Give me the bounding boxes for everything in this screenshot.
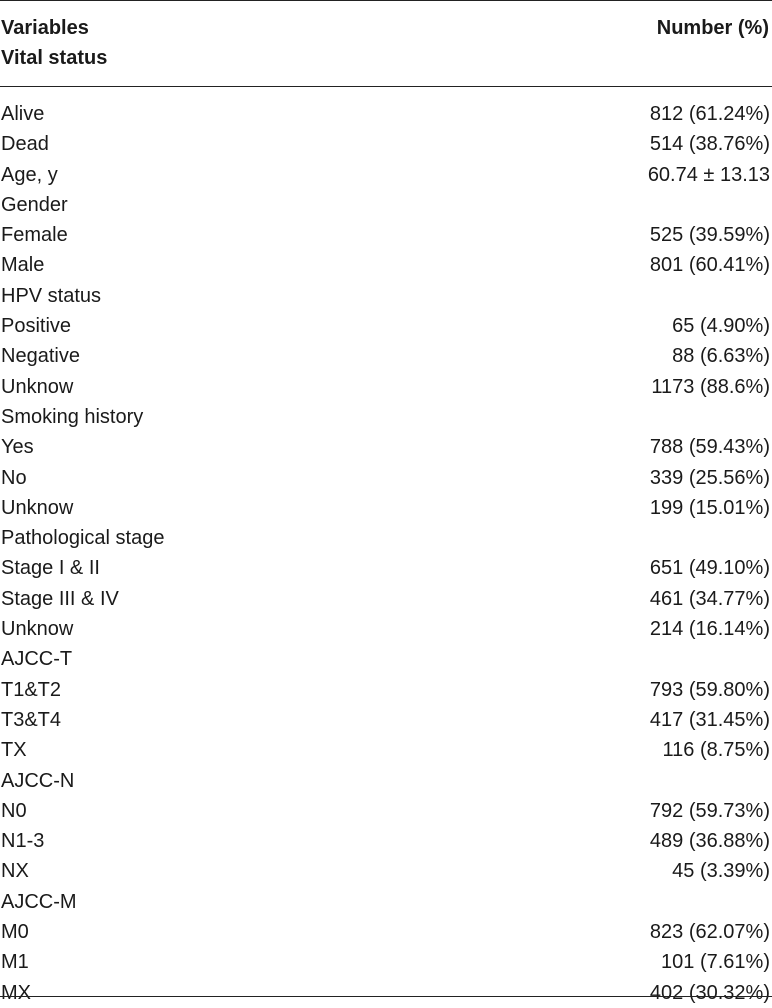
table-row bbox=[0, 553, 772, 583]
row-value: 60.74 ± 13.13 bbox=[647, 163, 770, 186]
row-label: Female bbox=[1, 224, 68, 247]
row-label: TX bbox=[1, 739, 27, 762]
table-row bbox=[0, 796, 772, 826]
table-row bbox=[0, 311, 772, 341]
row-label: AJCC-M bbox=[1, 890, 77, 913]
row-label: Pathological stage bbox=[1, 527, 165, 550]
row-label: N0 bbox=[1, 799, 27, 822]
row-value: 199 (15.01%) bbox=[649, 496, 770, 519]
table-row bbox=[0, 826, 772, 856]
table-row bbox=[0, 523, 772, 553]
table-row bbox=[0, 644, 772, 674]
table-row bbox=[0, 887, 772, 917]
row-label: Age, y bbox=[1, 163, 58, 186]
row-value: 417 (31.45%) bbox=[649, 708, 770, 731]
table-row bbox=[0, 493, 772, 523]
row-label: Yes bbox=[1, 436, 34, 459]
table-row bbox=[0, 99, 772, 129]
row-label: Stage I & II bbox=[1, 557, 100, 580]
row-value: 812 (61.24%) bbox=[649, 103, 770, 125]
table-row bbox=[0, 856, 772, 886]
row-label: Male bbox=[1, 254, 45, 277]
row-label: AJCC-T bbox=[1, 648, 73, 671]
row-label: T1&T2 bbox=[1, 678, 62, 701]
table-row bbox=[0, 220, 772, 250]
table-body bbox=[0, 99, 772, 1008]
table-row bbox=[0, 675, 772, 705]
row-label: No bbox=[1, 466, 27, 489]
header-number-percent: Number (%) bbox=[656, 17, 769, 39]
table-row bbox=[0, 978, 772, 1008]
header-variables: Variables bbox=[1, 17, 89, 39]
row-label: HPV status bbox=[1, 284, 102, 307]
table-top-rule bbox=[0, 0, 772, 1]
row-value: 65 (4.90%) bbox=[672, 315, 770, 338]
row-value: 823 (62.07%) bbox=[649, 921, 770, 944]
row-label: Positive bbox=[1, 315, 72, 338]
row-label: N1-3 bbox=[1, 830, 45, 853]
row-label: Smoking history bbox=[1, 405, 144, 428]
row-value: 339 (25.56%) bbox=[649, 466, 770, 489]
table-row bbox=[0, 735, 772, 765]
table-row bbox=[0, 160, 772, 190]
row-value: 1173 (88.6%) bbox=[651, 375, 770, 398]
table-row bbox=[0, 917, 772, 947]
row-value: 514 (38.76%) bbox=[649, 133, 770, 156]
row-value: 461 (34.77%) bbox=[649, 587, 770, 610]
row-label: MX bbox=[1, 981, 31, 1004]
row-label: Gender bbox=[1, 193, 68, 216]
table-row bbox=[0, 190, 772, 220]
row-label: Unknow bbox=[1, 618, 74, 641]
row-value: 88 (6.63%) bbox=[672, 345, 770, 368]
table-row bbox=[0, 341, 772, 371]
table-row bbox=[0, 281, 772, 311]
row-label: AJCC-N bbox=[1, 769, 75, 792]
table-row bbox=[0, 372, 772, 402]
row-label: Unknow bbox=[1, 375, 74, 398]
row-value: 402 (30.32%) bbox=[649, 981, 770, 1004]
row-value: 116 (8.75%) bbox=[662, 739, 770, 762]
table-row bbox=[0, 947, 772, 977]
row-value: 101 (7.61%) bbox=[661, 951, 770, 974]
row-value: 788 (59.43%) bbox=[649, 436, 770, 459]
row-label: T3&T4 bbox=[1, 708, 62, 731]
row-label: Unknow bbox=[1, 496, 74, 519]
row-value: 214 (16.14%) bbox=[649, 618, 770, 641]
table-row bbox=[0, 129, 772, 159]
table-row bbox=[0, 402, 772, 432]
row-value: 45 (3.39%) bbox=[672, 860, 770, 883]
table-row bbox=[0, 705, 772, 735]
row-label: Alive bbox=[1, 103, 45, 125]
header-left-column bbox=[1, 13, 107, 73]
row-value: 525 (39.59%) bbox=[649, 224, 770, 247]
row-label: Negative bbox=[1, 345, 80, 368]
row-value: 651 (49.10%) bbox=[649, 557, 770, 580]
row-label: M0 bbox=[1, 921, 29, 944]
row-value: 489 (36.88%) bbox=[649, 830, 770, 853]
row-label: M1 bbox=[1, 951, 29, 974]
row-label: Stage III & IV bbox=[1, 587, 119, 610]
table-row bbox=[0, 614, 772, 644]
table-row bbox=[0, 432, 772, 462]
row-value: 801 (60.41%) bbox=[649, 254, 770, 277]
row-value: 793 (59.80%) bbox=[649, 678, 770, 701]
table-header-rule bbox=[0, 86, 772, 87]
table-row bbox=[0, 584, 772, 614]
row-label: NX bbox=[1, 860, 29, 883]
table-row bbox=[0, 463, 772, 493]
table-row bbox=[0, 250, 772, 280]
table-row bbox=[0, 766, 772, 796]
row-label: Dead bbox=[1, 133, 49, 156]
header-vital-status: Vital status bbox=[1, 47, 108, 69]
row-value: 792 (59.73%) bbox=[649, 799, 770, 822]
